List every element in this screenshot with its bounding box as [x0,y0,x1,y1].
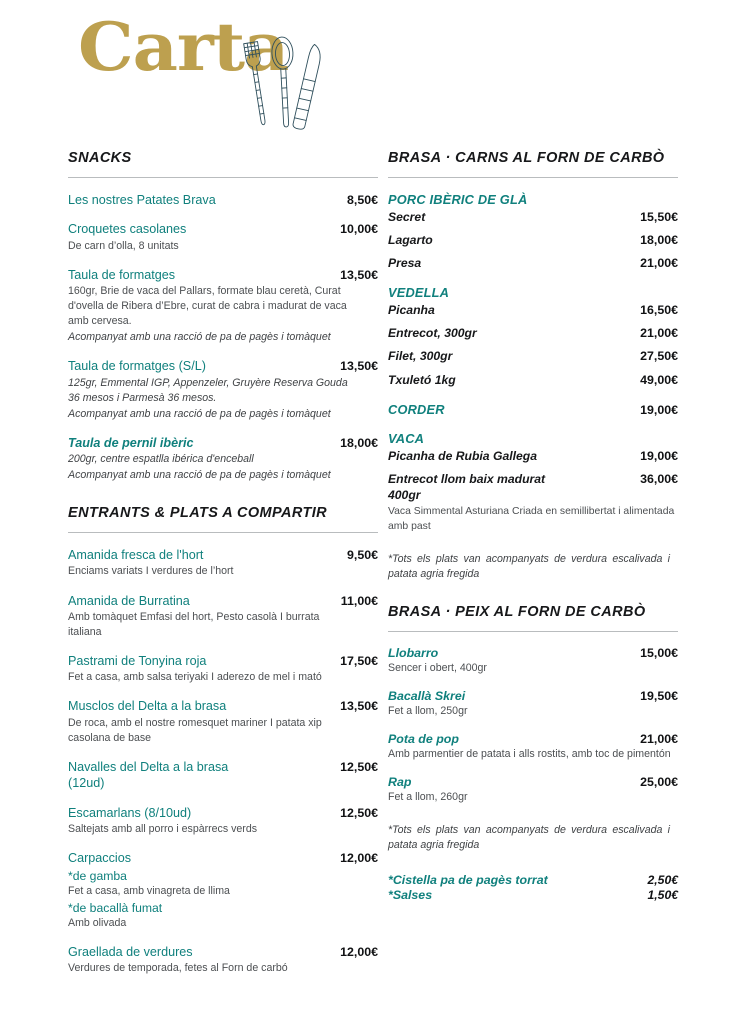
menu-item[interactable] [388,348,678,364]
item-name: Pastrami de Tonyina roja [68,653,207,668]
menu-item[interactable] [388,646,678,676]
item-price: 8,50€ [346,193,378,207]
item-name: Graellada de verdures [68,944,193,959]
item-name: Escamarlans (8/10ud) [68,805,192,820]
item-description-note: Acompanyat amb una racció de pa de pagès i tomàquet [68,469,331,482]
item-price: 49,00€ [640,372,678,387]
menu-item[interactable] [68,267,378,345]
section-title: ENTRANTS & PLATS A COMPARTIR [68,505,328,522]
item-description: Fet a llom, 250gr [388,704,468,717]
item-name: Presa [388,256,422,271]
meat-footnote: *Tots els plats van acompanyats de verdura escalivada i patata agria fregida [388,553,670,580]
item-name: Carpaccios [68,851,131,866]
item-description: 125gr, Emmental IGP, Appenzeler, Gruyère Reserva Gouda 36 mesos i Parmesà 36 mesos. [68,376,348,404]
menu-item[interactable] [68,547,378,579]
menu-item[interactable] [388,775,678,805]
item-description: Enciams variats I verdures de l’hort [68,565,234,578]
item-price: 15,00€ [640,645,678,660]
item-price: 13,50€ [340,359,378,374]
item-name: Croquetes casolanes [68,222,187,237]
section-divider [68,532,378,533]
item-name: Rap [388,774,412,789]
fork-spoon-knife-icon [232,28,324,134]
left-column [68,150,378,989]
item-name: Pota de pop [388,731,459,746]
menu-item[interactable] [388,232,678,248]
menu-item[interactable] [388,471,678,503]
item-price: 2,50€ [647,872,678,887]
section-divider [388,631,678,632]
menu-item[interactable] [68,759,378,792]
item-name: Bacallà Skrei [388,688,466,703]
item-description-note: Acompanyat amb una racció de pa de pagès i tomàquet [68,407,331,420]
section-snacks [68,150,378,483]
item-price: 9,50€ [346,548,378,563]
item-name: Taula de pernil ibèric [68,435,194,450]
sub-item-name: *de bacallà fumat [68,900,163,915]
item-price: 16,50€ [640,303,678,318]
item-description-note: Acompanyat amb una racció de pa de pagès i tomàquet [68,331,331,344]
section-entrants [68,505,378,976]
item-description: Sencer i obert, 400gr [388,661,487,674]
item-name: Amanida de Burratina [68,593,190,608]
group-heading-vedella: VEDELLA [388,285,450,301]
item-description: De roca, amb el nostre romesquet mariner I patata xip casolana de base [68,716,322,744]
menu-item[interactable] [68,593,378,640]
item-price: 18,00€ [340,435,378,450]
item-description: Saltejats amb all porro i espàrrecs verds [68,823,258,836]
item-price: 15,50€ [640,210,678,224]
group-heading-porc: PORC IBÈRIC DE GLÀ [388,192,528,207]
item-description: De carn d’olla, 8 unitats [68,239,179,252]
item-price: 21,00€ [640,326,678,341]
item-description: 160gr, Brie de vaca del Pallars, formate blau ceretà, Curat d'ovella de Ribera d’Ebre, curat de cabra i madurat de vaca amb cervesa. [68,285,347,328]
menu-columns [0,150,729,989]
item-name: Entrecot llom baix madurat 400gr [388,471,546,502]
menu-item[interactable] [388,732,678,762]
item-name: Filet, 300gr [388,349,453,364]
item-name: Les nostres Patates Brava [68,193,216,207]
item-name: Amanida fresca de l'hort [68,548,204,563]
item-price: 19,50€ [640,688,678,703]
menu-item[interactable] [388,325,678,341]
sub-item-description: Amb olivada [68,916,127,929]
menu-item[interactable] [68,653,378,685]
section-title: SNACKS [68,150,132,166]
item-price: 11,00€ [340,593,378,608]
item-description: Amb tomàquet Emfasi del hort, Pesto casolà I burrata italiana [68,610,320,638]
item-name: *Salses [388,887,433,902]
item-name: Navalles del Delta a la brasa (12ud) [68,759,229,791]
item-description: Verdures de temporada, fetes al Forn de carbó [68,962,288,975]
menu-header [0,0,729,150]
group-heading-vaca: VACA [388,430,425,446]
fish-footnote: *Tots els plats van acompanyats de verdura escalivada i patata agria fregida [388,823,670,851]
item-price: 19,00€ [640,402,678,417]
sub-item-description: Fet a casa, amb vinagreta de llima [68,884,230,897]
item-name: Secret [388,210,426,224]
item-description: 200gr, centre espatlla ibérica d'enceball [68,453,254,466]
menu-item[interactable] [388,302,678,318]
item-price: 19,00€ [640,448,678,463]
item-price: 1,50€ [647,887,678,902]
item-name: Llobarro [388,645,439,660]
menu-item[interactable] [68,221,378,253]
item-price: 25,00€ [640,774,678,789]
item-name: Musclos del Delta a la brasa [68,699,227,714]
menu-item[interactable] [68,944,378,976]
item-price: 21,00€ [640,256,678,271]
extra-item[interactable] [388,873,678,887]
item-name: Lagarto [388,233,433,248]
menu-item-corder[interactable] [388,402,678,417]
right-column [388,150,678,989]
menu-item[interactable] [68,192,378,208]
item-price: 10,00€ [340,222,378,237]
menu-item[interactable] [388,255,678,271]
group-heading-corder: CORDER [388,401,445,417]
menu-item[interactable] [68,435,378,483]
menu-item[interactable] [68,358,378,421]
menu-item[interactable] [388,448,678,464]
item-description: Fet a llom, 260gr [388,790,468,803]
item-price: 12,00€ [340,944,378,959]
item-description: Amb parmentier de patata i alls rostits, amb toc de pimentón [388,747,671,760]
item-description: Vaca Simmental Asturiana Criada en semillibertat i alimentada amb past [388,505,675,532]
item-price: 13,50€ [340,699,378,714]
menu-item[interactable] [388,372,678,388]
item-name: *Cistella pa de pagès torrat [388,872,548,887]
extra-item[interactable] [388,888,678,902]
sub-item-name: *de gamba [68,868,127,883]
section-brasa-carns [388,150,678,582]
menu-item-carpaccios[interactable] [68,850,378,930]
menu-item[interactable] [68,698,378,745]
item-price: 17,50€ [340,653,378,668]
section-title: BRASA · CARNS AL FORN DE CARBÒ [388,150,665,166]
item-name: Taula de formatges [68,267,176,282]
page-title: Carta [78,8,289,86]
menu-item[interactable] [388,209,678,225]
section-divider [388,177,678,178]
item-description: Fet a casa, amb salsa teriyaki I aderezo de mel i mató [68,671,322,684]
menu-item[interactable] [68,805,378,837]
item-name: Txuletó 1kg [388,372,456,387]
item-price: 18,00€ [640,233,678,248]
section-brasa-peix [388,604,678,902]
item-name: Picanha de Rubia Gallega [388,448,538,463]
item-price: 12,00€ [340,851,378,866]
item-name: Picanha [388,303,435,318]
item-price: 12,50€ [340,759,378,774]
menu-item[interactable] [388,689,678,719]
item-price: 36,00€ [640,471,678,486]
item-price: 21,00€ [640,731,678,746]
section-divider [68,177,378,178]
item-price: 12,50€ [340,805,378,820]
item-price: 27,50€ [640,349,678,364]
item-price: 13,50€ [340,267,378,282]
item-name: Entrecot, 300gr [388,326,477,341]
item-name: Taula de formatges (S/L) [68,359,206,374]
section-title: BRASA · PEIX AL FORN DE CARBÒ [388,603,646,620]
